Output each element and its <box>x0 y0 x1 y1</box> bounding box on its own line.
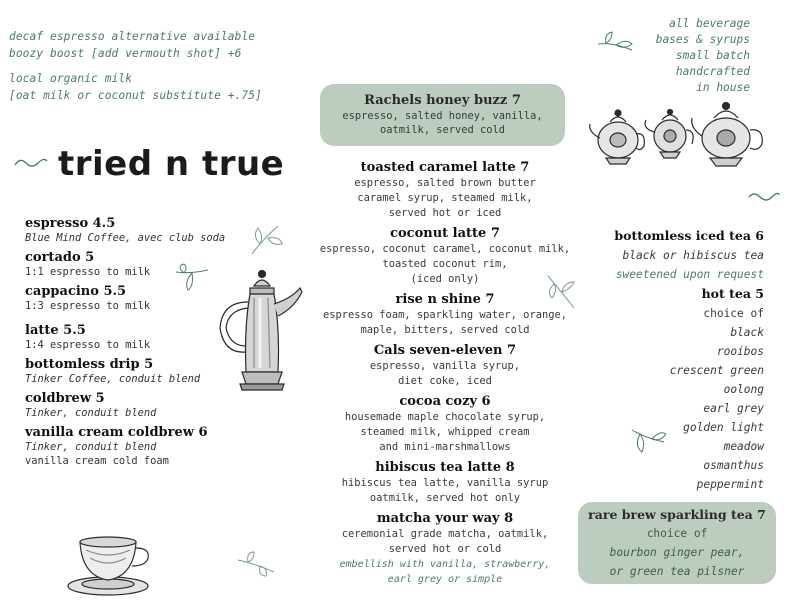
featured-bottom-line-3: or green tea pilsner <box>609 565 745 578</box>
featured-top-desc-1: espresso, salted honey, vanilla, <box>342 110 543 122</box>
menu-item <box>300 160 590 221</box>
note-milk-sub: [oat milk or coconut substitute +.75] <box>9 89 262 102</box>
item-name: cortado 5 <box>25 250 95 265</box>
item-desc: Tinker, conduit blend <box>25 407 157 419</box>
item-name: toasted caramel latte 7 <box>360 160 530 175</box>
item-name: Cals seven-eleven 7 <box>373 343 517 358</box>
note-boozy: boozy boost [add vermouth shot] +6 <box>9 47 242 60</box>
item-name: coconut latte 7 <box>390 226 500 241</box>
hot-tea-name: hot tea 5 <box>701 286 764 301</box>
featured-bottom-line-1: choice of <box>646 527 708 540</box>
item-desc: vanilla cream cold foam <box>25 455 169 467</box>
item-desc: and mini-marshmallows <box>379 441 511 453</box>
leaf-sprig-icon <box>596 30 634 56</box>
iced-tea-desc: black or hibiscus tea <box>622 249 764 262</box>
item-desc: caramel syrup, steamed milk, <box>357 192 533 204</box>
item-name: hibiscus tea latte 8 <box>375 460 515 475</box>
iced-tea-name: bottomless iced tea 6 <box>614 228 764 243</box>
item-desc: served hot or iced <box>388 207 502 219</box>
leaf-sprig-icon <box>248 222 284 256</box>
tea-option: crescent green <box>669 364 764 377</box>
tea-option: earl grey <box>703 402 764 415</box>
tea-option: golden light <box>683 421 764 434</box>
notes-top <box>9 28 262 104</box>
menu-item <box>300 343 590 389</box>
menu-item <box>25 425 295 468</box>
featured-drink-top <box>320 84 565 146</box>
item-desc: Tinker Coffee, conduit blend <box>25 373 201 385</box>
teapots-illustration <box>586 98 772 170</box>
iced-tea-note: sweetened upon request <box>615 268 764 281</box>
tea-option: black <box>730 326 764 339</box>
item-name: vanilla cream coldbrew 6 <box>25 425 208 440</box>
item-desc: Blue Mind Coffee, avec club soda <box>25 232 226 244</box>
item-name: cocoa cozy 6 <box>399 394 491 409</box>
note-milk: local organic milk <box>9 72 133 85</box>
featured-bottom-line-2: bourbon ginger pear, <box>609 546 745 559</box>
tea-option: rooibos <box>716 345 764 358</box>
item-note: earl grey or simple <box>387 574 503 585</box>
tea-option: osmanthus <box>703 459 764 472</box>
coffee-pot-illustration <box>216 268 304 396</box>
item-desc: Tinker, conduit blend <box>25 441 157 453</box>
item-desc: (iced only) <box>410 273 480 285</box>
note-right-3: small batch <box>675 49 750 62</box>
item-name: latte 5.5 <box>25 323 86 338</box>
item-name: cappacino 5.5 <box>25 284 127 299</box>
note-right-4: handcrafted <box>675 65 750 78</box>
item-desc: 1:4 espresso to milk <box>25 339 151 351</box>
note-decaf: decaf espresso alternative available <box>9 30 256 43</box>
hot-tea-choice: choice of <box>703 307 764 320</box>
headline: tried n true <box>58 144 285 184</box>
item-desc: steamed milk, whipped cream <box>360 426 530 438</box>
item-desc: espresso, vanilla syrup, <box>369 360 521 372</box>
item-desc: espresso, salted brown butter <box>354 177 536 189</box>
item-name: matcha your way 8 <box>376 511 514 526</box>
item-name: espresso 4.5 <box>25 216 116 231</box>
item-desc: 1:1 espresso to milk <box>25 266 151 278</box>
notes-right <box>656 16 750 96</box>
leaf-sprig-icon <box>236 550 276 578</box>
item-desc: hibiscus tea latte, vanilla syrup <box>341 477 549 489</box>
tea-option: meadow <box>723 440 764 453</box>
item-desc: espresso, coconut caramel, coconut milk, <box>319 243 571 255</box>
menu-item <box>300 394 590 455</box>
leaf-sprig-icon <box>172 262 210 292</box>
note-right-5: in house <box>696 81 750 94</box>
note-right-1: all beverage <box>669 17 750 30</box>
item-desc: housemade maple chocolate syrup, <box>344 411 546 423</box>
item-desc: espresso foam, sparkling water, orange, <box>323 309 567 321</box>
featured-top-name: Rachels honey buzz 7 <box>364 93 521 108</box>
item-desc: 1:3 espresso to milk <box>25 300 151 312</box>
item-desc: toasted coconut rim, <box>382 258 508 270</box>
squiggle-icon <box>14 156 48 170</box>
tea-option: oolong <box>723 383 764 396</box>
item-desc: ceremonial grade matcha, oatmilk, <box>341 528 549 540</box>
item-name: bottomless drip 5 <box>25 357 154 372</box>
teacup-illustration <box>66 536 152 598</box>
item-name: rise n shine 7 <box>395 292 495 307</box>
featured-top-desc-2: oatmilk, served cold <box>379 124 506 136</box>
item-note: embellish with vanilla, strawberry, <box>339 559 551 570</box>
leaf-sprig-icon <box>630 424 666 454</box>
featured-drink-bottom <box>578 502 776 584</box>
menu-item <box>300 511 590 587</box>
featured-bottom-name: rare brew sparkling tea 7 <box>588 507 766 522</box>
squiggle-icon <box>748 190 780 204</box>
menu-item <box>300 460 590 506</box>
item-desc: diet coke, iced <box>398 375 492 387</box>
tea-option: peppermint <box>696 478 764 491</box>
item-name: coldbrew 5 <box>25 391 105 406</box>
center-menu-column <box>300 160 590 592</box>
item-desc: served hot or cold <box>388 543 502 555</box>
item-desc: oatmilk, served hot only <box>369 492 521 504</box>
item-desc: maple, bitters, served cold <box>360 324 530 336</box>
note-right-2: bases & syrups <box>655 33 750 46</box>
